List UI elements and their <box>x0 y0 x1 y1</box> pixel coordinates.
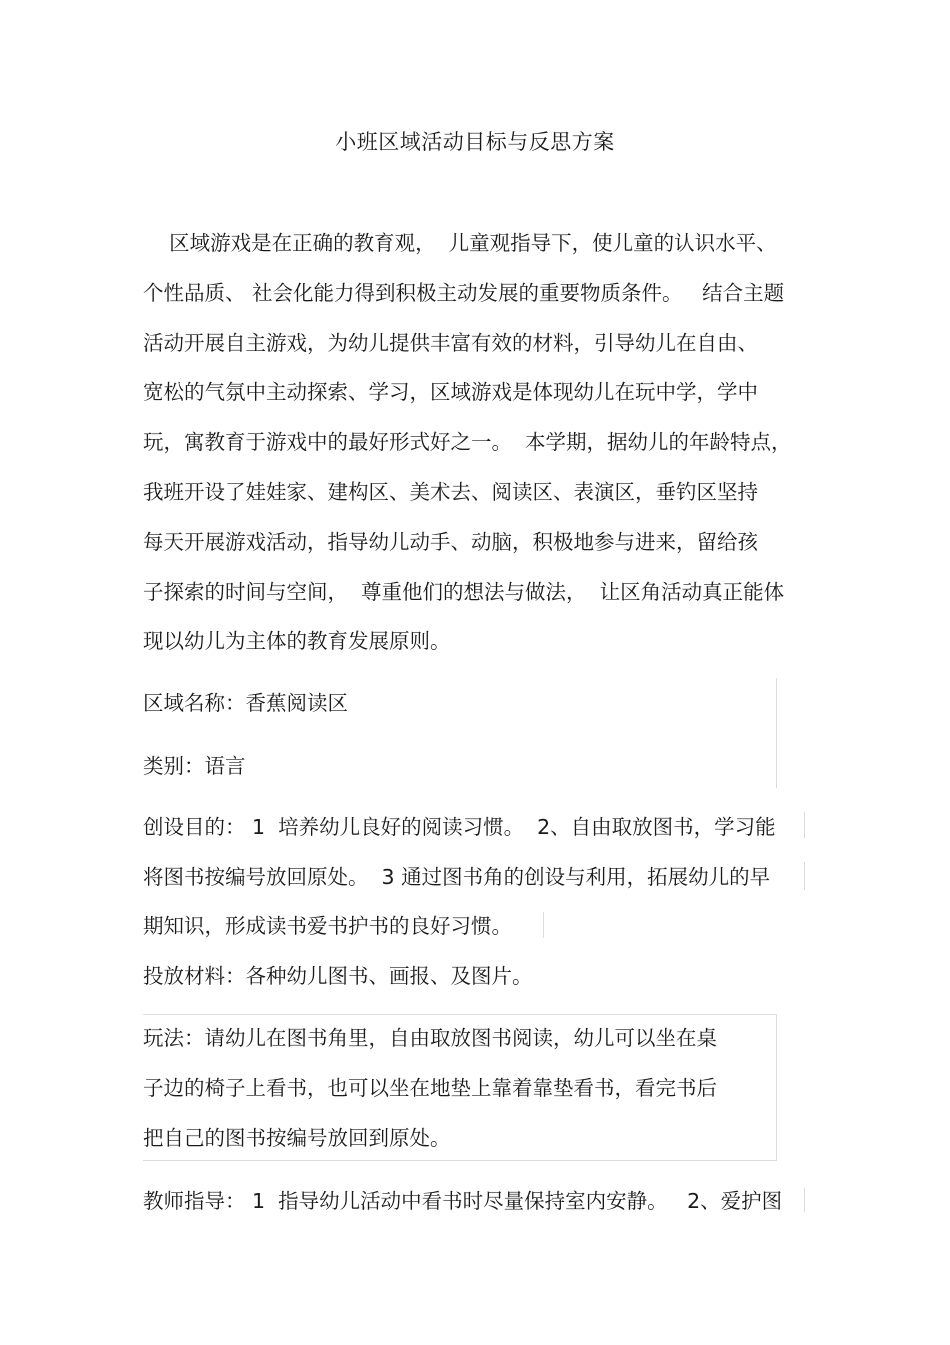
purpose-line: 创设目的： 1 培养幼儿良好的阅读习惯。 2、自由取放图书，学习能 <box>143 815 776 839</box>
purpose-line: 将图书按编号放回原处。 3 通过图书角的创设与利用，拓展幼儿的早 <box>143 865 771 889</box>
intro-line: 每天开展游戏活动，指导幼儿动手、动脑，积极地参与进来，留给孩 <box>143 530 758 554</box>
intro-line: 子探索的时间与空间， 尊重他们的想法与做法， 让区角活动真正能体 <box>143 580 785 604</box>
intro-line: 我班开设了娃娃家、建构区、美术去、阅读区、表演区，垂钓区坚持 <box>143 480 758 504</box>
intro-line: 玩，寓教育于游戏中的最好形式好之一。 本学期，据幼儿的年龄特点， <box>143 430 792 454</box>
area-name: 区域名称：香蕉阅读区 <box>143 691 348 715</box>
area-category: 类别：语言 <box>143 754 246 778</box>
intro-line: 活动开展自主游戏，为幼儿提供丰富有效的材料，引导幼儿在自由、 <box>143 331 758 355</box>
materials-line: 投放材料：各种幼儿图书、画报、及图片。 <box>143 964 533 988</box>
table-border <box>804 1188 805 1212</box>
table-border <box>776 678 777 788</box>
purpose-line: 期知识，形成读书爱书护书的良好习惯。 <box>143 914 512 938</box>
intro-line: 现以幼儿为主体的教育发展原则。 <box>143 629 451 653</box>
intro-line: 个性品质、 社会化能力得到积极主动发展的重要物质条件。 结合主题 <box>143 281 785 305</box>
table-border <box>543 912 544 938</box>
table-border <box>804 862 805 890</box>
intro-line: 区域游戏是在正确的教育观， 儿童观指导下，使儿童的认识水平、 <box>143 231 777 255</box>
table-border <box>143 1014 777 1015</box>
play-line: 玩法：请幼儿在图书角里，自由取放图书阅读，幼儿可以坐在桌 <box>143 1026 717 1050</box>
document-title: 小班区域活动目标与反思方案 <box>335 130 615 154</box>
guidance-line: 教师指导： 1 指导幼儿活动中看书时尽量保持室内安静。 2、爱护图 <box>143 1189 783 1213</box>
table-border <box>804 812 805 838</box>
table-border <box>776 1014 777 1160</box>
play-line: 把自己的图书按编号放回到原处。 <box>143 1126 451 1150</box>
play-line: 子边的椅子上看书，也可以坐在地垫上靠着靠垫看书，看完书后 <box>143 1076 717 1100</box>
intro-line: 宽松的气氛中主动探索、学习，区域游戏是体现幼儿在玩中学，学中 <box>143 380 758 404</box>
table-border <box>143 1160 777 1161</box>
